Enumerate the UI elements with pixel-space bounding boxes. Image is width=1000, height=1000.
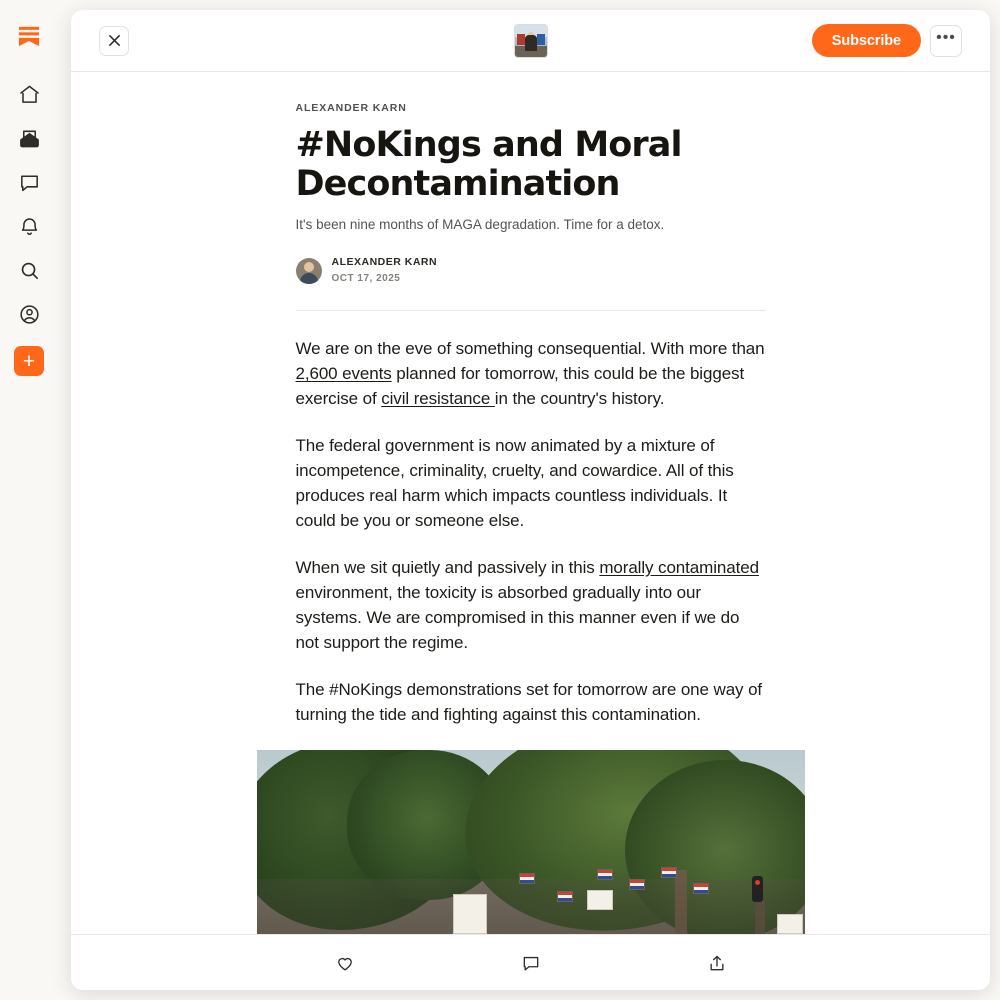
publish-date: OCT 17, 2025 <box>331 273 401 285</box>
more-options-icon[interactable]: ••• <box>930 25 962 57</box>
search-icon[interactable] <box>7 248 51 292</box>
article-scroll-area[interactable] <box>71 72 990 952</box>
substack-logo[interactable] <box>7 14 51 58</box>
article-text: environment, the toxicity is absorbed gradually into our systems. We are compromised in this manner even if we do not support the regime. <box>295 582 740 652</box>
avatar[interactable] <box>296 258 322 284</box>
article-text: When we sit quietly and passively in this <box>295 557 600 577</box>
notifications-icon[interactable] <box>7 204 51 248</box>
topbar-actions <box>812 24 976 57</box>
subscribe-button[interactable]: Subscribe <box>812 24 921 57</box>
left-nav-rail <box>0 0 58 1000</box>
article-image <box>257 750 805 952</box>
article-paragraph <box>296 434 766 534</box>
like-button[interactable] <box>328 946 362 980</box>
publication-logo[interactable] <box>514 24 548 58</box>
article-body <box>296 337 766 728</box>
article-link[interactable]: civil resistance <box>381 388 495 408</box>
article-text: We are on the eve of something consequential. With more than <box>295 339 765 359</box>
compose-button[interactable] <box>7 336 51 380</box>
profile-icon[interactable] <box>7 292 51 336</box>
close-button[interactable] <box>99 26 129 56</box>
article-paragraph <box>296 556 766 656</box>
chat-icon[interactable] <box>7 160 51 204</box>
article-paragraph <box>296 678 766 728</box>
article-link[interactable]: 2,600 events <box>295 364 392 383</box>
author-name[interactable]: ALEXANDER KARN <box>331 256 438 269</box>
modal-topbar <box>71 10 990 72</box>
article-subtitle: It's been nine months of MAGA degradation. Time for a detox. <box>295 217 665 233</box>
article-text: planned for tomorrow, this could be the biggest exercise of <box>295 364 745 408</box>
article <box>296 72 766 952</box>
article-text: in the country's history. <box>494 388 665 408</box>
article-text: The federal government is now animated by a mixture of incompetence, criminality, cruelty, and cowardice. All of this produces real harm which impacts countless individuals. It could be you or someone else. <box>295 435 734 530</box>
article-link[interactable]: morally contaminated <box>599 557 759 577</box>
article-kicker: ALEXANDER KARN <box>295 102 407 114</box>
article-paragraph <box>296 337 766 412</box>
byline-text <box>332 255 438 286</box>
article-text: The #NoKings demonstrations set for tomorrow are one way of turning the tide and fighting against this contamination. <box>295 679 763 724</box>
comment-button[interactable] <box>514 946 548 980</box>
article-modal <box>71 10 990 990</box>
byline <box>296 255 766 286</box>
compose-plus-icon: + <box>14 346 44 376</box>
divider <box>296 310 766 311</box>
home-icon[interactable] <box>7 72 51 116</box>
inbox-icon[interactable] <box>7 116 51 160</box>
article-action-bar <box>71 934 990 990</box>
share-button[interactable] <box>700 946 734 980</box>
page-title: #NoKings and Moral Decontamination <box>295 125 682 205</box>
